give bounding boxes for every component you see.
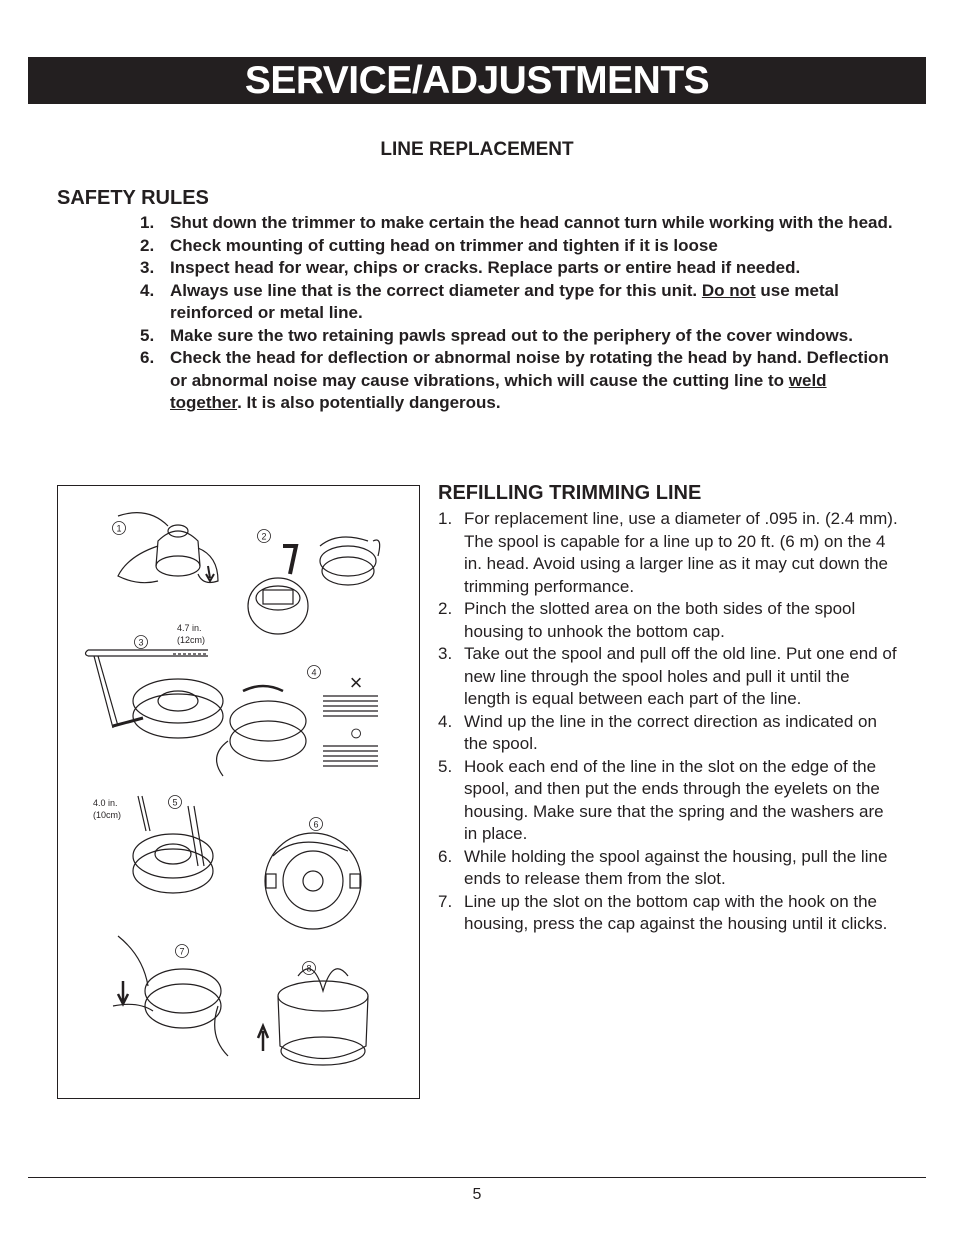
step-3-drawing [86,650,224,738]
step-label: 7 [179,946,185,957]
step-text: Hook each end of the line in the slot on the edge of the spool, and then put the ends through the eyelets on the housing. Make sure that the spring and the washers are in place. [464,756,884,843]
page-number: 5 [472,1186,482,1203]
step-8-drawing [258,969,368,1065]
list-number: 2. [140,235,155,255]
step-text: Line up the slot on the bottom cap with the hook on the housing, press the cap against the housing until it clicks. [464,891,888,933]
right-mark-icon: ○ [349,720,363,745]
dimension-value: 4.0 in. [93,798,118,808]
step-text: While holding the spool against the housing, pull the line ends to release them from the slot. [464,846,888,888]
step-text: Take out the spool and pull off the old line. Put one end of new line through the spool holes and pull it until the length is equal between each part of the line. [464,644,897,708]
instruction-illustration [57,485,420,1099]
rule-text: use metal reinforced or metal line. [170,280,839,322]
emphasized-text: Do not [701,280,756,300]
step-5-drawing [133,796,213,893]
step-label: 3 [138,637,144,648]
step-label: 6 [313,819,319,830]
rule-text: Shut down the trimmer to make certain the head cannot turn while working with the head. [170,213,893,232]
list-number: 4. [438,711,453,731]
list-number: 6. [438,846,453,866]
refilling-step-item [438,891,898,936]
step-text: Pinch the slotted area on the both sides of the spool housing to unhook the bottom cap. [464,599,856,641]
refilling-heading: REFILLING TRIMMING LINE [438,482,702,504]
refilling-step-item [438,643,898,711]
illustration-drawing [58,486,418,1097]
list-number: 1. [438,509,453,528]
refilling-step-item [438,756,898,846]
step-1-drawing [118,513,218,583]
rule-text: Always use line that is the correct diameter and type for this unit. [170,280,702,300]
list-number: 3. [438,644,453,663]
refilling-step-item [438,846,898,891]
step-number-labels [116,524,318,974]
step-7-drawing [113,936,228,1056]
safety-rule-item [140,280,900,325]
list-number: 4. [140,280,155,300]
list-number: 5. [438,756,453,776]
step-2-drawing [248,537,380,634]
step-label: 5 [172,797,178,808]
emphasized-text: weld together [170,370,827,412]
list-number: 1. [140,213,155,232]
step-label: 8 [306,963,312,974]
dimension-metric: (12cm) [177,635,206,645]
page-title: SERVICE/ADJUSTMENTS [28,57,926,104]
safety-rule-item [140,212,900,235]
refilling-step-item [438,711,898,756]
wrong-mark-icon: × [349,670,363,695]
step-label: 4 [311,667,317,678]
safety-rule-item [140,257,900,280]
list-number: 2. [438,599,453,618]
dimension-labels [93,623,205,820]
safety-rule-item [140,325,900,348]
safety-rule-item [140,235,900,258]
rule-text: . It is also potentially dangerous. [237,393,501,412]
step-text: Wind up the line in the correct direction as indicated on the spool. [464,711,877,753]
step-label: 2 [261,531,267,542]
dimension-metric: (10cm) [93,810,122,820]
list-number: 3. [140,258,155,277]
refilling-step-item [438,508,898,598]
correctness-marks [349,670,362,745]
rule-text: Check mounting of cutting head on trimmer and tighten if it is loose [170,235,718,255]
refilling-steps-list [438,508,898,936]
list-number: 6. [140,348,155,367]
list-number: 7. [438,891,453,911]
rule-text: Check the head for deflection or abnormal noise by rotating the head by hand. Deflection or abnormal noise may cause vibrations, which will cause the cutting line to [170,348,889,390]
step-6-drawing [265,833,361,929]
step-label: 1 [116,523,122,534]
safety-rules-heading: SAFETY RULES [57,187,209,209]
list-number: 5. [140,325,155,345]
rule-text: Make sure the two retaining pawls spread out to the periphery of the cover windows. [170,325,853,345]
dimension-value: 4.7 in. [177,623,202,633]
rule-text: Inspect head for wear, chips or cracks. Replace parts or entire head if needed. [170,258,801,277]
footer-divider [28,1177,926,1178]
section-title: LINE REPLACEMENT [380,139,574,160]
safety-rules-list [140,212,900,415]
safety-rule-item [140,347,900,415]
step-text: For replacement line, use a diameter of .095 in. (2.4 mm). The spool is capable for a line up to 20 ft. (6 m) on the 4 in. head. Avoid using a larger line as it may cut down the trimming performance. [464,509,898,596]
refilling-step-item [438,598,898,643]
